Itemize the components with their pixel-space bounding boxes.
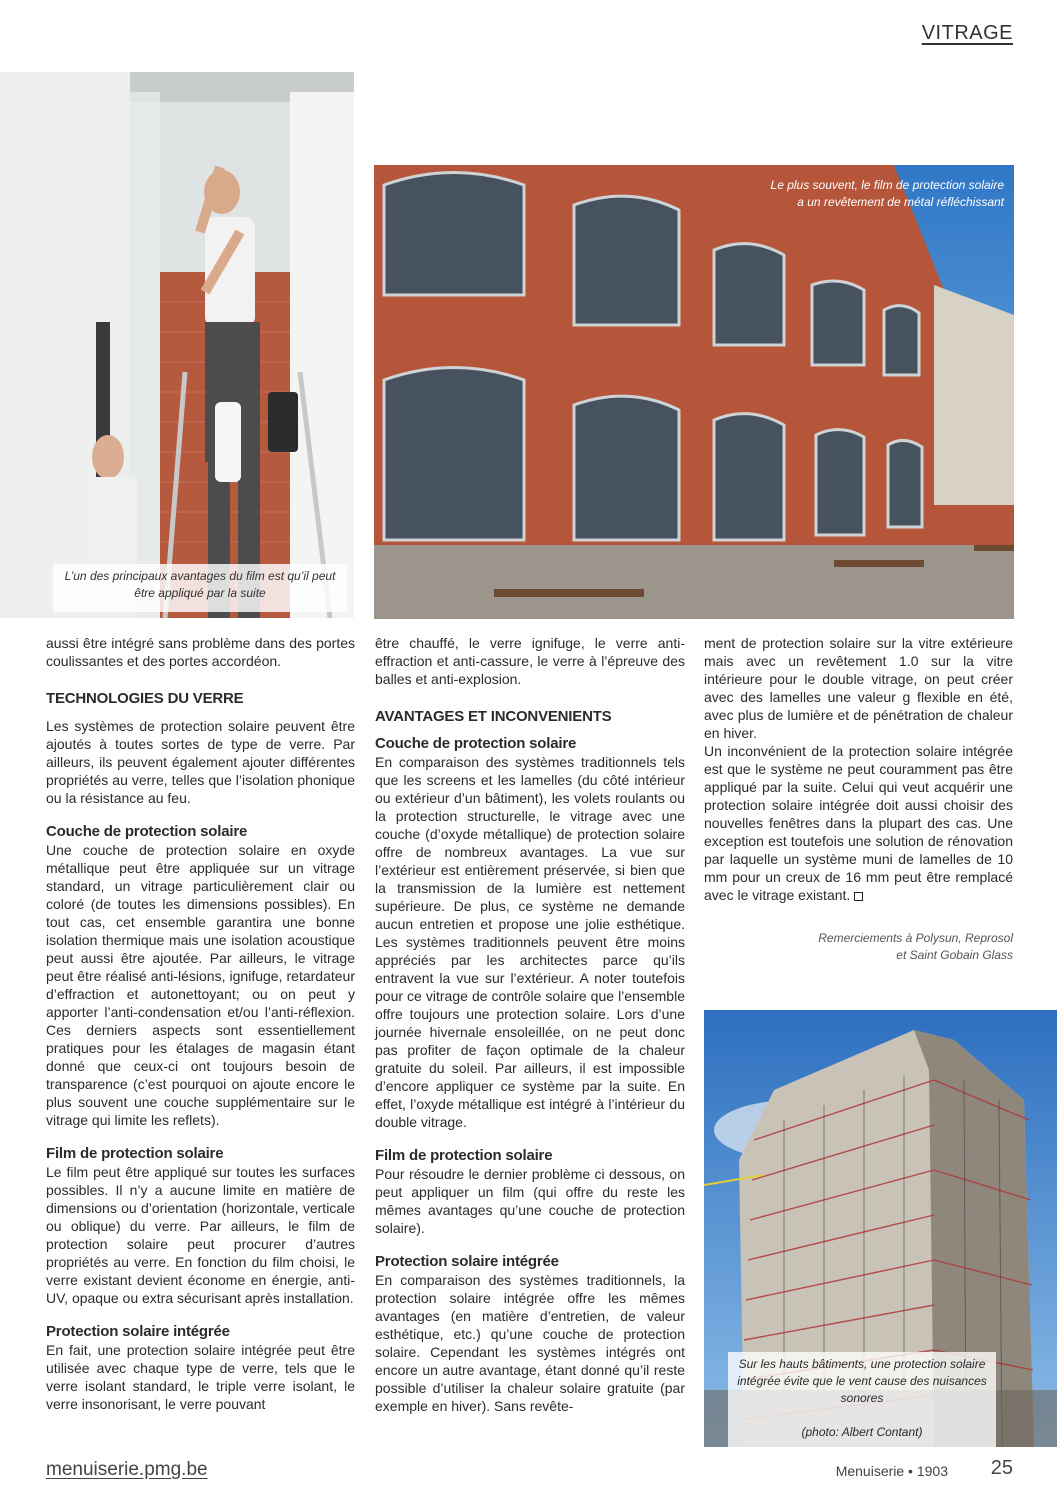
col1-subheading-1: Couche de protection solaire [46, 823, 248, 840]
col1-paragraph-4: En fait, une protection solaire intégrée peut être utilisée avec chaque type de verre, tels que le verre isolant standard, le triple verre isolant, le verre insonorisant, le verre pouvant [46, 1342, 355, 1412]
column-3 [704, 634, 1013, 964]
col1-subheading-2: Film de protection solaire [46, 1145, 224, 1162]
acknowledgements-line-1: Remerciements à Polysun, Reprosol [818, 931, 1013, 945]
section-tag: VITRAGE [921, 22, 1013, 44]
column-2 [375, 634, 685, 1415]
tower-caption: Sur les hauts bâtiments, une protection solaire intégrée évite que le vent cause des nuisances sonores [737, 1357, 987, 1405]
col2-subheading-2: Film de protection solaire [375, 1147, 553, 1164]
building-caption: Le plus souvent, le film de protection solaire a un revêtement de métal réfléchissant [770, 178, 1004, 209]
col1-paragraph-1: Les systèmes de protection solaire peuvent être ajoutés à toutes sortes de type de verre. Par ailleurs, ils peuvent également ajouter différentes propriétés au verre, telles que l’isolation phonique ou la résistance au feu. [46, 718, 355, 806]
col3-paragraph-1: ment de protection solaire sur la vitre extérieure mais avec un revêtement 1.0 sur la vitre intérieure pour le double vitrage, on peut créer avec des lamelles une valeur g flexible en été, avec plus de lumière et de pénétration de chaleur en hiver. [704, 635, 1013, 741]
col1-subheading-3: Protection solaire intégrée [46, 1323, 230, 1340]
col1-paragraph-3: Le film peut être appliqué sur toutes les surfaces possibles. Il n’y a aucune limite en matière de dimensions ou d’orientation (horizontale, verticale ou oblique) du verre. Par ailleurs, le film de protection solaire peut procurer d’autres propriétés au verre. En fonction du film choisi, le verre existant devient économe en énergie, anti-UV, opaque ou extra sécurisant après installation. [46, 1164, 355, 1306]
col2-paragraph-2: Pour résoudre le dernier problème ci dessous, on peut appliquer un film (qui offre du reste les mêmes avantages qu’une couche de protection solaire). [375, 1166, 685, 1236]
installer-caption: L’un des principaux avantages du film est qu’il peut être appliqué par la suite [53, 564, 347, 612]
col1-paragraph-2: Une couche de protection solaire en oxyde métallique peut être appliquée sur un vitrage standard, un vitrage particulièrement clair ou coloré (de toutes les dimensions possibles). En tout cas, cet ensemble garantira une bonne isolation thermique mais une isolation acoustique peut aussi être ajoutée. Par ailleurs, le vitrage peut être réalisé anti-lésions, ignifuge, retardateur d’effraction et autonettoyant; ou on peut y apporter l’anti-condensation et/ou l’anti-réflexion. Ces derniers aspects sont essentiellement pratiques pour les étalages de magasin étant donné que ceux-ci ont toujours besoin de transparence (c’est pourquoi on ajoute encore le plus souvent une couche supplémentaire sur le vitrage qui limite les reflets). [46, 842, 355, 1128]
col2-paragraph-3: En comparaison des systèmes traditionnels, la protection solaire intégrée offre les mêmes avantages (en matière d’entretien, de valeur esthétique, etc.) qu’une couche de protection solaire. Cependant les systèmes intégrés ont encore un autre avantage, étant donné qu’il reste possible d’utiliser la chaleur solaire gratuite (par exemple en hiver). Sans revête- [375, 1272, 685, 1414]
col2-subheading-3: Protection solaire intégrée [375, 1253, 559, 1270]
page-number: 25 [990, 1457, 1013, 1479]
end-of-article-icon [854, 892, 863, 901]
col2-subheading-1: Couche de protection solaire [375, 735, 577, 752]
column-1 [46, 634, 355, 1413]
acknowledgements [704, 930, 1013, 964]
building-photo [374, 165, 1014, 619]
col2-intro: être chauffé, le verre ignifuge, le verre anti-effraction et anti-cassure, le verre à l’épreuve des balles et anti-explosion. [375, 635, 685, 687]
installer-photo [0, 72, 354, 618]
tower-caption-box [728, 1352, 996, 1447]
col2-paragraph-1: En comparaison des systèmes traditionnels tels que les screens et les lamelles (du côté intérieur ou extérieur d’un bâtiment), les volets roulants ou la protection structurelle, le vitrage avec une couche (d’oxyde métallique) de protection solaire offre de nombreux avantages. La vue sur l’extérieur est entièrement préservée, si bien que la transmission de la lumière est nettement supérieure. De plus, ce système ne demande aucun entretien et propose une jolie esthétique. Les systèmes traditionnels peuvent être moins appréciés par les architectes parce qu’ils entravent la vue sur l’extérieur. A noter toutefois pour ce vitrage de contrôle solaire que l’ensemble offre toujours une protection solaire. Lors d’une journée hivernale ensoleillée, on ne peut donc pas profiter de façon optimale de la chaleur gratuite du soleil. Par ailleurs, il est impossible d’encore appliquer ce système par la suite. En effet, l’oxyde métallique est intégré à l’intérieur du double vitrage. [375, 754, 685, 1130]
footer-magazine-issue: Menuiserie • 1903 [835, 1463, 948, 1479]
col1-intro: aussi être intégré sans problème dans des portes coulissantes et des portes accordéon. [46, 635, 355, 669]
footer-website-link[interactable]: menuiserie.pmg.be [46, 1459, 208, 1480]
tower-credit: (photo: Albert Contant) [801, 1425, 923, 1439]
col2-heading: AVANTAGES ET INCONVENIENTS [375, 708, 612, 725]
col1-heading: TECHNOLOGIES DU VERRE [46, 690, 244, 707]
acknowledgements-line-2: et Saint Gobain Glass [896, 948, 1013, 962]
col3-paragraph-2: Un inconvénient de la protection solaire intégrée est que le système ne peut couramment pas être appliqué par la suite. Celui qui veut acquérir une protection solaire intégrée doit aussi choisir des nouvelles fenêtres dans la plupart des cas. Une exception est toutefois une solution de rénovation par laquelle un système muni de lamelles de 10 mm pour un creux de 16 mm peut être remplacé avec le vitrage existant. [704, 743, 1013, 903]
